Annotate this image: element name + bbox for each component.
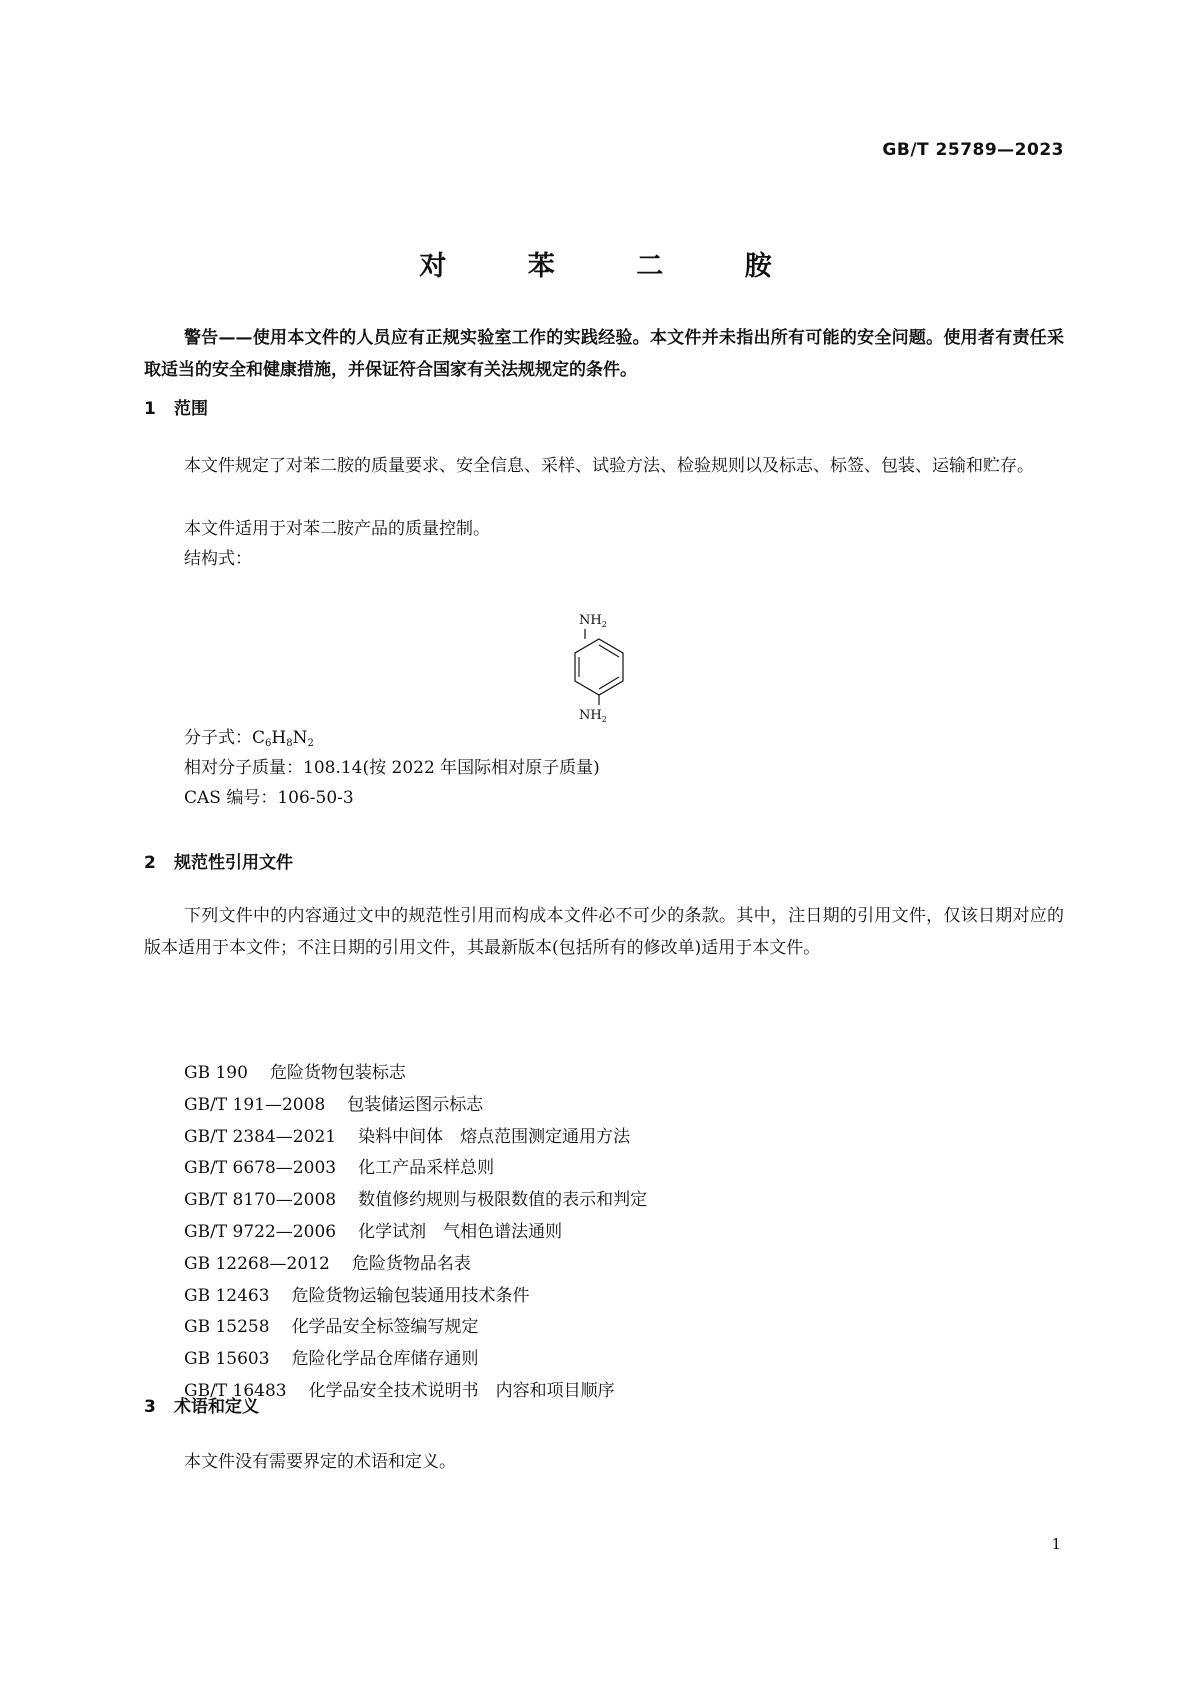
reference-title: 危险货物包装标志 [269,1063,406,1083]
formula-c: C [252,728,266,748]
benzene-ring-diagram [565,611,635,729]
section-title: 规范性引用文件 [174,853,293,873]
reference-item [184,1280,647,1312]
reference-code: GB 15603 [184,1349,270,1370]
structural-formula [565,611,635,733]
cas-number: CAS 编号：106-50-3 [184,788,354,808]
reference-item [184,1121,647,1153]
reference-code: GB/T 9722—2006 [184,1221,337,1242]
reference-title: 化学品安全标签编写规定 [291,1317,479,1338]
benzene-ring [575,639,623,695]
section-title: 范围 [174,399,208,419]
normative-references-paragraph: 下列文件中的内容通过文中的规范性引用而构成本文件必不可少的条款。其中，注日期的引用文件，仅该日期对应的版本适用于本文件；不注日期的引用文件，其最新版本(包括所有的修改单)适用于本文件。 [144,906,1064,958]
reference-item [184,1216,647,1248]
structure-label: 结构式： [184,549,252,569]
molecular-mass: 相对分子质量：108.14(按 2022 年国际相对原子质量) [184,758,600,778]
reference-item [184,1311,647,1343]
reference-title: 化工产品采样总则 [358,1158,495,1179]
reference-code: GB/T 16483 [184,1380,287,1401]
section-number: 2 [144,853,156,873]
reference-title: 染料中间体 熔点范围测定通用方法 [358,1126,631,1147]
reference-item [184,1184,647,1216]
section-3-heading [144,1392,259,1417]
reference-title: 化学品安全技术说明书 内容和项目顺序 [308,1380,615,1401]
reference-list [184,1057,647,1407]
double-bond-2 [599,677,619,689]
reference-code: GB 15258 [184,1317,270,1338]
reference-code: GB/T 6678—2003 [184,1158,337,1179]
formula-label: 分子式： [184,728,252,748]
reference-title: 危险货物运输包装通用技术条件 [291,1285,530,1306]
scope-paragraph: 本文件规定了对苯二胺的质量要求、安全信息、采样、试验方法、检验规则以及标志、标签、包装、运输和贮存。 [184,456,1034,476]
reference-code: GB 190 [184,1063,248,1083]
formula-h: H [271,728,287,748]
standard-code: GB/T 25789—2023 [882,140,1064,160]
scope-applicability: 本文件适用于对苯二胺产品的质量控制。 [184,519,490,539]
section-1-heading [144,394,208,419]
warning-paragraph: 警告——使用本文件的人员应有正规实验室工作的实践经验。本文件并未指出所有可能的安全问题。使用者有责任采取适当的安全和健康措施，并保证符合国家有关法规规定的条件。 [144,328,1064,380]
reference-item [184,1248,647,1280]
reference-code: GB 12463 [184,1285,270,1306]
reference-title: 危险货物品名表 [351,1253,471,1274]
reference-title: 包装储运图示标志 [347,1094,484,1115]
double-bond-1 [599,645,619,657]
reference-code: GB 12268—2012 [184,1253,330,1274]
section-2-heading [144,848,293,873]
reference-item [184,1089,647,1121]
formula-n-count: 2 [307,738,314,749]
top-amine-label: $NH_2$ [579,613,607,629]
reference-code: GB/T 8170—2008 [184,1190,337,1211]
reference-item [184,1057,647,1089]
reference-title: 数值修约规则与极限数值的表示和判定 [358,1190,648,1211]
reference-code: GB/T 191—2008 [184,1094,326,1115]
bottom-amine-label: $NH_2$ [579,708,607,724]
reference-item [184,1152,647,1184]
document-title: 对 苯 二 胺 [419,251,808,282]
reference-title: 危险化学品仓库储存通则 [291,1349,479,1370]
section-number: 3 [144,1397,156,1417]
section-title: 术语和定义 [174,1397,259,1417]
reference-code: GB/T 2384—2021 [184,1126,337,1147]
reference-item [184,1343,647,1375]
formula-c-count: 6 [265,738,272,749]
section-number: 1 [144,399,156,419]
terms-paragraph: 本文件没有需要界定的术语和定义。 [184,1452,456,1472]
formula-n: N [292,728,308,748]
reference-title: 化学试剂 气相色谱法通则 [358,1221,563,1242]
page-number: 1 [1051,1535,1061,1553]
formula-h-count: 8 [286,738,293,749]
